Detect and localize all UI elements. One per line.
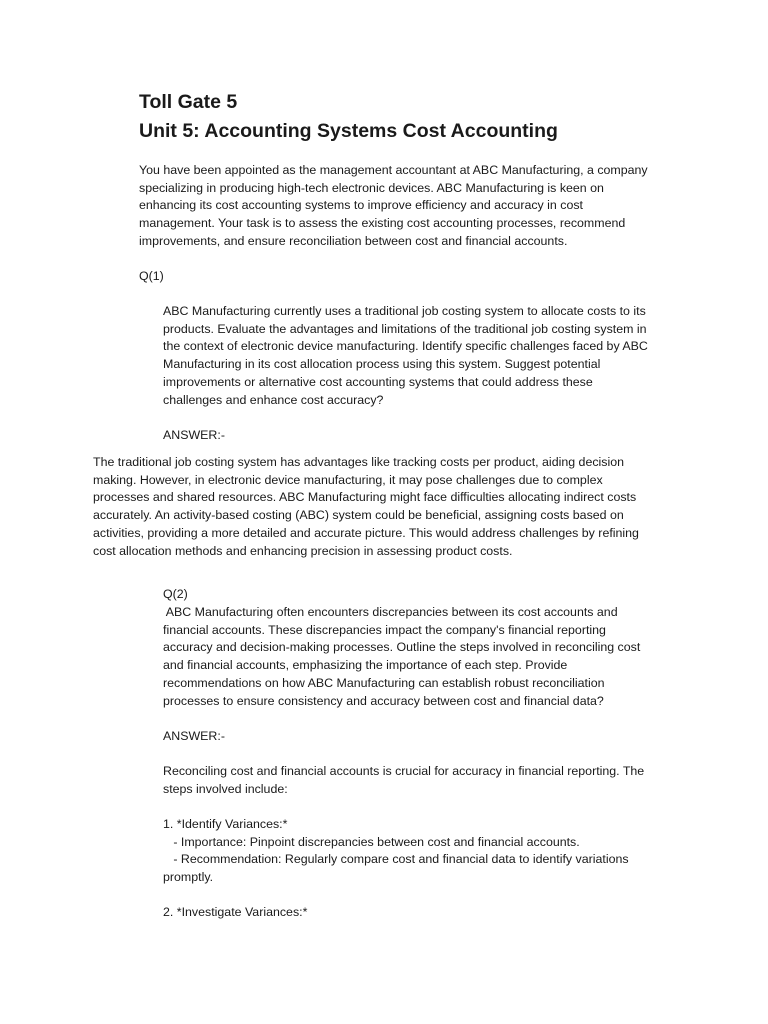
answer-2-step-2 [163, 904, 681, 922]
text-line: 1. *Identify Variances:* [163, 817, 288, 831]
text-line: Reconciling cost and financial accounts is crucial for accuracy in financial reporting. The [163, 764, 645, 778]
question-1-label: Q(1) [139, 269, 164, 283]
question-2-label: Q(2) [163, 587, 188, 601]
text-line: the context of electronic device manufacturing. Identify specific challenges faced by ABC [163, 339, 648, 354]
text-line: management. Your task is to assess the existing cost accounting processes, recommend [139, 216, 626, 231]
text-line: improvements or alternative cost accounting systems that could address these [163, 374, 593, 389]
text-line: 2. *Investigate Variances:* [163, 905, 308, 919]
text-line: improvements, and ensure reconciliation between cost and financial accounts. [139, 233, 568, 248]
text-line: steps involved include: [163, 781, 288, 796]
text-line: - Importance: Pinpoint discrepancies between cost and financial accounts. [163, 834, 580, 849]
answer-2-step-1 [163, 816, 681, 887]
text-line: accuracy and decision-making processes. Outline the steps involved in reconciling cost [163, 640, 641, 655]
text-line: enhancing its cost accounting systems to improve efficiency and accuracy in cost [139, 198, 583, 213]
text-line: promptly. [163, 870, 214, 885]
text-line: The traditional job costing system has advantages like tracking costs per product, aiding decision [93, 455, 625, 469]
answer-1-text [93, 454, 677, 560]
text-line: accurately. An activity-based costing (ABC) system could be beneficial, assigning costs based on [93, 508, 624, 523]
text-line: making. However, in electronic device manufacturing, it may pose challenges due to complex [93, 472, 603, 487]
text-line: ABC Manufacturing often encounters discrepancies between its cost accounts and [163, 605, 618, 619]
document-title: Toll Gate 5 [139, 91, 238, 113]
document-subtitle: Unit 5: Accounting Systems Cost Accounting [139, 120, 558, 142]
text-line: You have been appointed as the management accountant at ABC Manufacturing, a company [139, 163, 648, 177]
text-line: recommendations on how ABC Manufacturing can establish robust reconciliation [163, 675, 605, 690]
text-line: processes and shared resources. ABC Manufacturing might face difficulties allocating indirect costs [93, 490, 637, 505]
text-line: cost allocation methods and enhancing precision in assessing product costs. [93, 543, 513, 558]
text-line: products. Evaluate the advantages and limitations of the traditional job costing system in [163, 321, 647, 336]
text-line: - Recommendation: Regularly compare cost and financial data to identify variations [163, 852, 629, 867]
answer-2-label: ANSWER:- [163, 729, 225, 743]
question-1-text [163, 303, 681, 409]
text-line: ABC Manufacturing currently uses a traditional job costing system to allocate costs to its [163, 304, 646, 318]
text-line: processes to ensure consistency and accuracy between cost and financial data? [163, 693, 604, 708]
question-2-text [163, 604, 681, 710]
intro-paragraph [139, 162, 679, 251]
text-line: activities, providing a more detailed and accurate picture. This would address challenges by refining [93, 525, 639, 540]
text-line: challenges and enhance cost accuracy? [163, 392, 384, 407]
text-line: and financial accounts, emphasizing the importance of each step. Provide [163, 658, 568, 673]
text-line: Manufacturing in its cost allocation process using this system. Suggest potential [163, 357, 601, 372]
text-line: financial accounts. These discrepancies impact the company's financial reporting [163, 622, 606, 637]
answer-2-intro [163, 763, 681, 798]
answer-1-label: ANSWER:- [163, 428, 225, 442]
text-line: specializing in producing high-tech electronic devices. ABC Manufacturing is keen on [139, 180, 604, 195]
